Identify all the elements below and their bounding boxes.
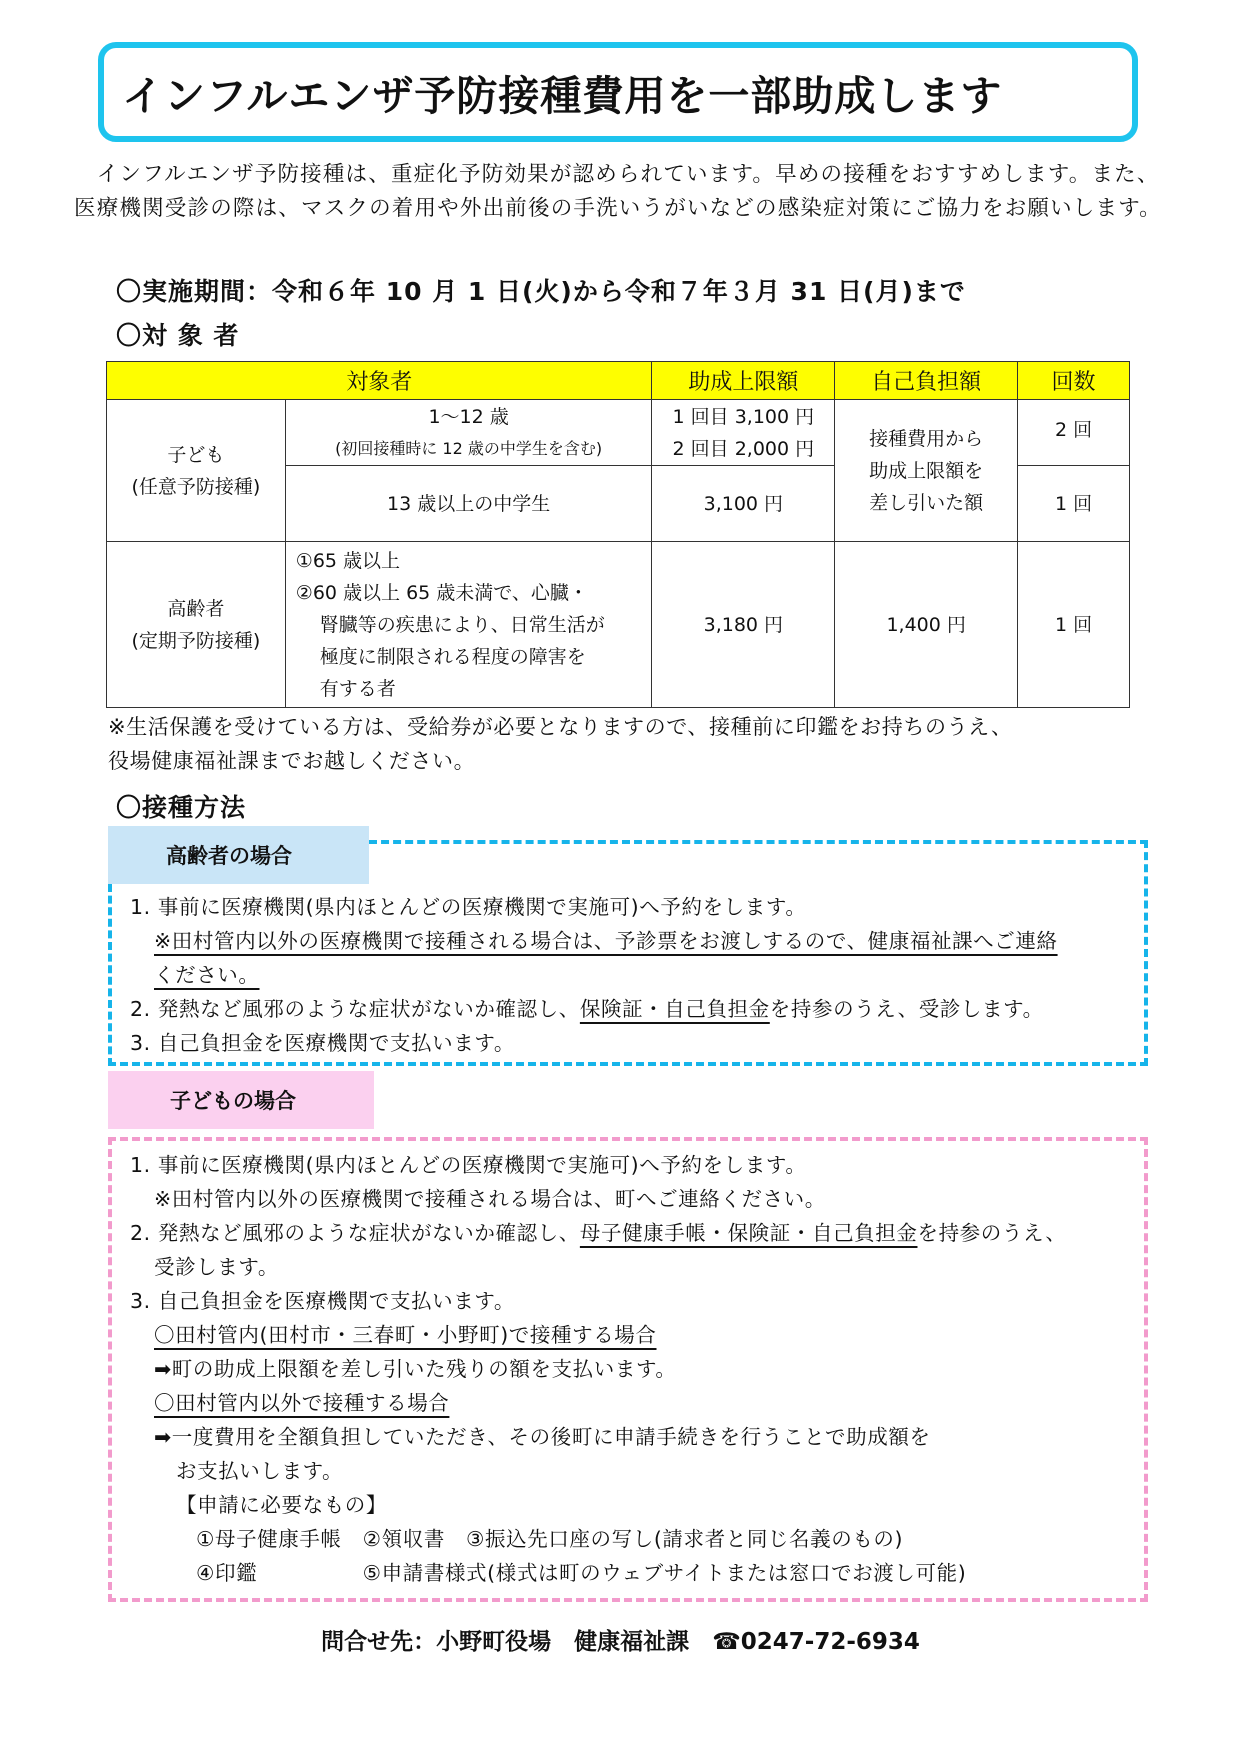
outside-title: 〇田村管内以外で接種する場合	[154, 1391, 450, 1415]
list-item: ④印鑑 ⑤申請書様式(様式は町のウェブサイトまたは窓口でお渡し可能)	[196, 1561, 967, 1585]
elder-condition: 腎臓等の疾患により、日常生活が	[319, 613, 605, 636]
elder-condition: 極度に制限される程度の障害を	[319, 645, 586, 668]
child-tab: 子どもの場合	[108, 1071, 374, 1129]
elderly-step2-post: を持参のうえ、受診します。	[769, 997, 1044, 1021]
child-step2-post: を持参のうえ、	[917, 1221, 1067, 1245]
list-item	[130, 958, 1058, 992]
intro-body: インフルエンザ予防接種は、重症化予防効果が認められています。早めの接種をおすすめします。また、医療機関受診の際は、マスクの着用や外出前後の手洗いうがいなどの感染症対策にご協力をお願いします。	[74, 162, 1162, 221]
welfare-note-line2: 役場健康福祉課までお越しください。	[108, 749, 476, 773]
child-burden-cell	[835, 400, 1018, 542]
list-item	[130, 924, 1058, 958]
list-item: 3. 自己負担金を医療機関で支払います。	[130, 1289, 515, 1313]
child-limit2-cell: 3,100 円	[652, 466, 835, 542]
elderly-step2-ul: 保険証・自己負担金	[579, 997, 770, 1021]
elder-burden-cell: 1,400 円	[835, 542, 1018, 708]
inside-title: 〇田村管内(田村市・三春町・小野町)で接種する場合	[154, 1323, 657, 1347]
list-item: 1. 事前に医療機関(県内ほとんどの医療機関で実施可)へ予約をします。	[130, 895, 807, 919]
header-limit: 助成上限額	[652, 362, 835, 400]
method-heading: 〇接種方法	[116, 793, 247, 822]
table-row	[107, 400, 1130, 466]
welfare-note-line1: ※生活保護を受けている方は、受給券が必要となりますので、接種前に印鑑をお持ちのうえ、	[108, 715, 1013, 739]
child-count-cell: 2 回	[1018, 400, 1130, 466]
target-table	[106, 361, 1130, 708]
child-limit-1: 1 回目 3,100 円	[672, 405, 815, 428]
child-group-sub: (任意予防接種)	[131, 475, 261, 498]
title-box	[98, 42, 1138, 142]
child-burden-line: 接種費用から	[869, 427, 984, 450]
welfare-note	[108, 710, 1168, 778]
period-heading: 〇実施期間：令和６年 10 月 1 日(火)から令和７年３月 31 日(月)まで	[116, 277, 966, 306]
list-item: 受診します。	[154, 1255, 279, 1279]
list-item	[130, 1216, 1066, 1250]
list-item	[130, 992, 1058, 1026]
list-item	[130, 1318, 1066, 1352]
child-step2-ul: 母子健康手帳・保険証・自己負担金	[579, 1221, 918, 1245]
list-item: ①母子健康手帳 ②領収書 ③振込先口座の写し(請求者と同じ名義のもの)	[196, 1527, 904, 1551]
elderly-tab: 高齢者の場合	[108, 826, 369, 884]
list-item: 【申請に必要なもの】	[176, 1493, 387, 1517]
header-count: 回数	[1018, 362, 1130, 400]
child-age-cell	[285, 400, 652, 466]
target-heading: 〇対 象 者	[116, 321, 240, 350]
child-age2-cell: 13 歳以上の中学生	[285, 466, 652, 542]
list-item: 3. 自己負担金を医療機関で支払います。	[130, 1031, 515, 1055]
elderly-steps	[130, 890, 1058, 1060]
elder-condition: ②60 歳以上 65 歳未満で、心臓・	[295, 581, 588, 604]
list-item: お支払いします。	[176, 1459, 344, 1483]
elder-condition: 有する者	[319, 677, 396, 700]
elder-count-cell: 1 回	[1018, 542, 1130, 708]
child-limit-2: 2 回目 2,000 円	[672, 437, 815, 460]
elderly-note-a: ※田村管内以外の医療機関で接種される場合は、予診票をお渡しするので、健康福祉課へご連絡	[154, 929, 1058, 953]
elderly-box-border-left	[108, 884, 112, 1066]
child-step2-pre: 2. 発熱など風邪のような症状がないか確認し、	[130, 1221, 580, 1245]
elderly-step2-pre: 2. 発熱など風邪のような症状がないか確認し、	[130, 997, 580, 1021]
elder-group-sub: (定期予防接種)	[131, 629, 261, 652]
child-age: 1～12 歳	[428, 405, 509, 428]
child-group-label: 子ども	[167, 443, 225, 466]
list-item: ➡一度費用を全額負担していただき、その後町に申請手続きを行うことで助成額を	[154, 1425, 931, 1449]
intro-text	[74, 158, 1164, 226]
child-burden-line: 差し引いた額	[869, 491, 984, 514]
elder-group-label: 高齢者	[167, 597, 225, 620]
list-item: 1. 事前に医療機関(県内ほとんどの医療機関で実施可)へ予約をします。	[130, 1153, 807, 1177]
elder-condition: ①65 歳以上	[295, 549, 401, 572]
list-item: ※田村管内以外の医療機関で接種される場合は、町へご連絡ください。	[154, 1187, 826, 1211]
elder-limit-cell: 3,180 円	[652, 542, 835, 708]
elder-group-cell	[107, 542, 286, 708]
elder-condition-cell	[285, 542, 652, 708]
child-burden-line: 助成上限額を	[869, 459, 984, 482]
elderly-note-b: ください。	[154, 963, 260, 987]
contact-info: 問合せ先：小野町役場 健康福祉課 ☎0247-72-6934	[321, 1629, 920, 1655]
child-limit-cell	[652, 400, 835, 466]
child-count2-cell: 1 回	[1018, 466, 1130, 542]
page-title: インフルエンザ予防接種費用を一部助成します	[122, 71, 1003, 120]
table-row	[107, 542, 1130, 708]
list-item	[130, 1386, 1066, 1420]
child-group-cell	[107, 400, 286, 542]
child-steps	[130, 1148, 1066, 1590]
header-burden: 自己負担額	[835, 362, 1018, 400]
table-header-row	[107, 362, 1130, 400]
child-age-note: (初回接種時に 12 歳の中学生を含む)	[335, 438, 603, 458]
list-item: ➡町の助成上限額を差し引いた残りの額を支払います。	[154, 1357, 677, 1381]
header-target: 対象者	[107, 362, 652, 400]
